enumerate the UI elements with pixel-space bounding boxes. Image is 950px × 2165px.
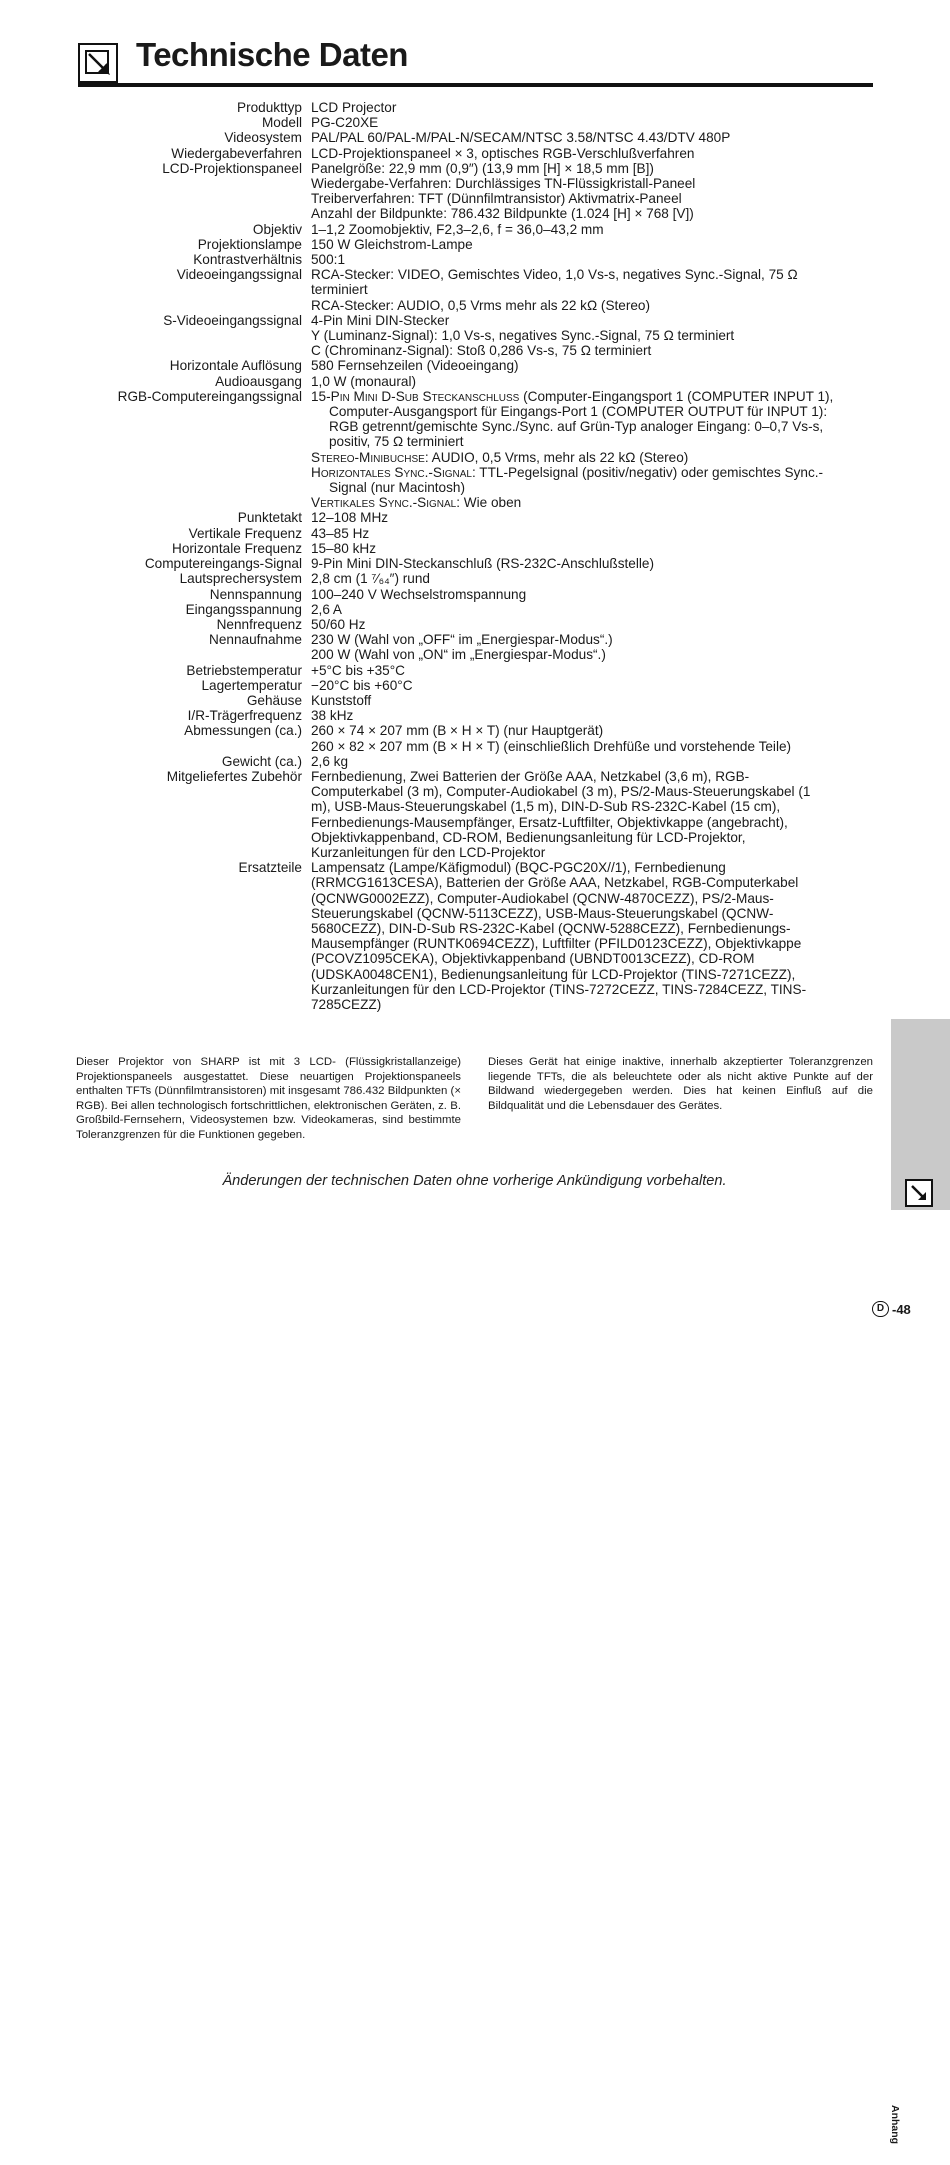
spec-value [311,237,871,252]
spec-value-line: +5°C bis +35°C [311,662,405,678]
spec-term-text: : Wie oben [456,495,522,511]
spec-value [311,358,871,373]
spec-value-line: Wiedergabe-Verfahren: Durchlässiges TN-Flüssigkristall-Paneel [311,176,696,192]
spec-value [311,723,871,753]
spec-value-line: 15–80 kHz [311,540,376,556]
spec-value [311,541,871,556]
spec-label: Nennspannung [209,586,302,602]
spec-value-line: 580 Fernsehzeilen (Videoeingang) [311,358,519,374]
spec-row [0,587,950,602]
spec-value-line: (QCNWG0002EZZ), Computer-Audiokabel (QCNW-4870CEZZ), PS/2-Maus- [311,890,774,906]
spec-value-line: LCD Projector [311,100,397,115]
spec-row [0,267,950,313]
spec-term-text: : AUDIO, 0,5 Vrms, mehr als 22 kΩ (Stereo) [424,449,689,465]
spec-value-line: m), USB-Maus-Steuerungskabel (1,5 m), DIN-D-Sub RS-232C-Kabel (15 cm), [311,799,781,815]
spec-value-line: PG-C20XE [311,115,379,131]
spec-value [311,556,871,571]
spec-value [311,693,871,708]
spec-value [311,510,871,525]
spec-row [0,571,950,586]
spec-value [311,663,871,678]
spec-value [311,617,871,632]
spec-value-line: (RRMCG1613CESA), Batterien der Größe AAA, Netzkabel, RGB-Computerkabel [311,875,799,891]
spec-label: Nennaufnahme [209,632,302,648]
spec-label: Wiedergabeverfahren [171,145,302,161]
spec-row [0,693,950,708]
spec-row [0,678,950,693]
spec-value-line: 2,6 A [311,601,342,617]
side-tab-corner-arrow-icon [905,1179,933,1207]
spec-value [311,389,871,511]
spec-value-line: 500:1 [311,252,346,268]
footer-disclaimer: Änderungen der technischen Daten ohne vorherige Ankündigung vorbehalten. [222,1173,727,1189]
spec-row [0,115,950,130]
spec-row [0,632,950,662]
spec-label: Mitgeliefertes Zubehör [166,768,302,784]
spec-label: Eingangsspannung [185,601,302,617]
page-title: Technische Daten [136,36,408,73]
spec-value [311,602,871,617]
spec-value-line: 12–108 MHz [311,510,389,526]
spec-label: Abmessungen (ca.) [184,723,302,739]
spec-value-line: Fernbedienungs-Mausempfänger, Ersatz-Luftfilter, Objektivkappe (angebracht), [311,814,788,830]
spec-term: Stereo-Minibuchse [311,449,425,465]
spec-label: Objektiv [252,221,302,237]
side-tab-label-box [889,2087,935,2145]
spec-row [0,161,950,222]
spec-label: Produkttyp [237,100,302,115]
spec-label: Horizontale Auflösung [169,358,302,374]
spec-label: Modell [261,115,302,131]
spec-value [311,571,871,586]
spec-value [311,860,871,1012]
spec-value-line: 1,0 W (monaural) [311,373,417,389]
spec-row [0,723,950,753]
spec-value [311,222,871,237]
spec-value [311,252,871,267]
spec-row [0,146,950,161]
spec-row [0,617,950,632]
spec-row [0,313,950,359]
spec-term: 15-Pin Mini D-Sub Steckanschluss [311,388,520,404]
spec-value-line: RGB getrennt/gemischte Sync./Sync. auf Grün-Typ analoger Eingang: 0–0,7 Vs-s, [329,419,824,435]
spec-row [0,602,950,617]
spec-value-line: Objektivkappenband, CD-ROM, Bedienungsanleitung für LCD-Projektor, [311,829,746,845]
spec-value-line: 230 W (Wahl von „OFF“ im „Energiespar-Modus“.) [311,632,613,648]
spec-value-line: Y (Luminanz-Signal): 1,0 Vs-s, negatives Sync.-Signal, 75 Ω terminiert [311,328,735,344]
spec-value-line: 100–240 V Wechselstromspannung [311,586,527,602]
spec-value-line: −20°C bis +60°C [311,677,413,693]
spec-row [0,556,950,571]
spec-value-line: Lampensatz (Lampe/Käfigmodul) (BQC-PGC20X//1), Fernbedienung [311,860,726,876]
spec-row [0,663,950,678]
spec-value [311,708,871,723]
spec-value-line [311,450,871,465]
spec-value-line: 1–1,2 Zoomobjektiv, F2,3–2,6, f = 36,0–43,2 mm [311,221,604,237]
spec-label: S-Videoeingangssignal [163,312,302,328]
spec-value [311,100,871,115]
spec-label: Videosystem [224,130,302,146]
spec-value-line: 7285CEZZ) [311,996,382,1012]
spec-value-line: Anzahl der Bildpunkte: 786.432 Bildpunkte (1.024 [H] × 768 [V]) [311,206,694,222]
spec-value-line: 200 W (Wahl von „ON“ im „Energiespar-Modus“.) [311,647,606,663]
page-number-value: -48 [892,1301,911,1317]
spec-row [0,252,950,267]
spec-value [311,146,871,161]
spec-value-line: RCA-Stecker: AUDIO, 0,5 Vrms mehr als 22 kΩ (Stereo) [311,297,651,313]
spec-label: Lautsprechersystem [179,571,302,587]
spec-value [311,632,871,662]
spec-value [311,587,871,602]
spec-value [311,267,871,313]
spec-row [0,526,950,541]
spec-row [0,130,950,145]
spec-value-line: Kurzanleitungen für den LCD-Projektor (TINS-7272CEZZ, TINS-7284CEZZ, TINS- [311,981,807,997]
spec-value-line: 5680CEZZ), DIN-D-Sub RS-232C-Kabel (QCNW-5288CEZZ), Fernbedienungs- [311,920,791,936]
spec-value [311,526,871,541]
spec-value [311,769,871,860]
spec-value [311,678,871,693]
spec-value-line: Signal (nur Macintosh) [329,480,465,496]
spec-row [0,541,950,556]
spec-value-line: 9-Pin Mini DIN-Steckanschluß (RS-232C-Anschlußstelle) [311,556,654,572]
spec-label: Gehäuse [246,692,302,708]
spec-value-line: 150 W Gleichstrom-Lampe [311,236,473,252]
spec-label: Audioausgang [215,373,302,389]
spec-row [0,222,950,237]
spec-row [0,708,950,723]
spec-row [0,769,950,860]
spec-term: Vertikales Sync.-Signal [311,495,457,511]
spec-value-line: LCD-Projektionspaneel × 3, optisches RGB-Verschlußverfahren [311,145,695,161]
spec-value-line: 2,8 cm (1 ⁷⁄₆₄″) rund [311,571,430,587]
spec-value-line: 260 × 74 × 207 mm (B × H × T) (nur Hauptgerät) [311,723,604,739]
spec-row [0,237,950,252]
spec-value-line: positiv, 75 Ω terminiert [329,434,464,450]
spec-value [311,161,871,222]
spec-label: Gewicht (ca.) [221,753,302,769]
spec-value [311,313,871,359]
spec-row [0,100,950,115]
spec-value-line: Panelgröße: 22,9 mm (0,9″) (13,9 mm [H] × 18,5 mm [B]) [311,160,654,176]
spec-value-line: RCA-Stecker: VIDEO, Gemischtes Video, 1,0 Vs-s, negatives Sync.-Signal, 75 Ω [311,267,798,283]
spec-term: Horizontales Sync.-Signal [311,464,472,480]
spec-value-line: Computerkabel (3 m), Computer-Audiokabel (3 m), PS/2-Maus-Steuerungskabel (1 [311,784,811,800]
spec-label: LCD-Projektionspaneel [162,160,302,176]
spec-label: Punktetakt [237,510,302,526]
spec-value-line: 2,6 kg [311,753,349,769]
note-left: Dieser Projektor von SHARP ist mit 3 LCD- (Flüssigkristallanzeige) Projektionspaneels ausgestattet. Diese neuartigen Projektionspaneels enthalten TFTs (Dünnfilmtransistoren) mit insgesamt 786.432 Bildpunkten (× RGB). Bei allen technologisch fortschrittlichen, elektronischen Geräten, z. B. Großbild-Fernsehern, Videosystemen bzw. Videokameras, sind bestimmte Toleranzgrenzen für die Funktionen gegeben. [76,1056,461,1141]
spec-value-line: (PCOVZ1095CEKA), Objektivkappenband (UBNDT0013CEZZ), CD-ROM [311,951,755,967]
spec-value [311,374,871,389]
spec-label: Horizontale Frequenz [172,540,302,556]
spec-value-line: Fernbedienung, Zwei Batterien der Größe AAA, Netzkabel (3,6 m), RGB- [311,768,750,784]
spec-label: Videoeingangssignal [176,267,302,283]
spec-label: Projektionslampe [197,236,302,252]
spec-value-line: Mausempfänger (RUNTK0694CEZZ), Luftfilter (PFILD0123CEZZ), Objektivkappe [311,936,802,952]
spec-label: I/R-Trägerfrequenz [187,708,302,724]
spec-label: Nennfrequenz [216,616,302,632]
title-rule [78,83,873,87]
spec-label: Betriebstemperatur [186,662,302,678]
spec-row [0,860,950,1012]
spec-value-line: (UDSKA0048CEN1), Bedienungsanleitung für LCD-Projektor (TINS-7271CEZZ), [311,966,796,982]
spec-row [0,374,950,389]
spec-label: Kontrastverhältnis [193,252,302,268]
spec-row [0,358,950,373]
spec-term-text: : TTL-Pegelsignal (positiv/negativ) oder gemischtes Sync.- [471,464,824,480]
header-corner-arrow-icon [78,43,118,83]
spec-value-line: Treiberverfahren: TFT (Dünnfilmtransistor) Aktivmatrix-Paneel [311,191,682,207]
spec-label: Lagertemperatur [201,677,302,693]
spec-value-line: Computer-Ausgangsport für Eingangs-Port 1 (COMPUTER OUTPUT für INPUT 1): [329,404,828,420]
spec-row [0,510,950,525]
spec-value [311,115,871,130]
spec-table [0,100,950,1012]
page-letter: D [872,1301,889,1317]
spec-value-line: Kunststoff [311,692,372,708]
spec-value-line: 50/60 Hz [311,616,366,632]
spec-label: Ersatzteile [238,860,302,876]
side-tab-label: Anhang [889,2105,901,2145]
spec-value-line: C (Chrominanz-Signal): Stoß 0,286 Vs-s, 75 Ω terminiert [311,343,652,359]
spec-value-line: 38 kHz [311,708,354,724]
spec-value [311,754,871,769]
spec-value-line: Steuerungskabel (QCNW-5113CEZZ), USB-Maus-Steuerungskabel (QCNW- [311,905,774,921]
spec-value-line: PAL/PAL 60/PAL-M/PAL-N/SECAM/NTSC 3.58/NTSC 4.43/DTV 480P [311,130,731,146]
spec-value-line: terminiert [311,282,368,298]
page-number [872,1301,911,1317]
spec-value-line: 43–85 Hz [311,525,370,541]
spec-label: RGB-Computereingangssignal [117,388,302,404]
spec-value-line: Kurzanleitungen für den LCD-Projektor [311,844,546,860]
spec-term-text: (Computer-Eingangsport 1 (COMPUTER INPUT 1), [519,388,834,404]
spec-value-line [311,389,871,404]
spec-value-line: 4-Pin Mini DIN-Stecker [311,312,450,328]
spec-label: Vertikale Frequenz [188,525,302,541]
spec-label: Computereingangs-Signal [144,556,302,572]
spec-value-line [311,465,871,480]
spec-value [311,130,871,145]
spec-value-line: 260 × 82 × 207 mm (B × H × T) (einschließlich Drehfüße und vorstehende Teile) [311,738,792,754]
spec-row [0,754,950,769]
spec-row [0,389,950,511]
note-right: Dieses Gerät hat einige inaktive, innerhalb akzeptierter Toleranzgrenzen liegende TFTs, die als beleuchtete oder als nicht aktive Punkte auf der Bildwand wiedergegeben werden. Dies hat keinen Einfluß auf die Bildqualität und die Lebensdauer des Gerätes. [488,1056,873,1112]
spec-value-line [311,495,871,510]
